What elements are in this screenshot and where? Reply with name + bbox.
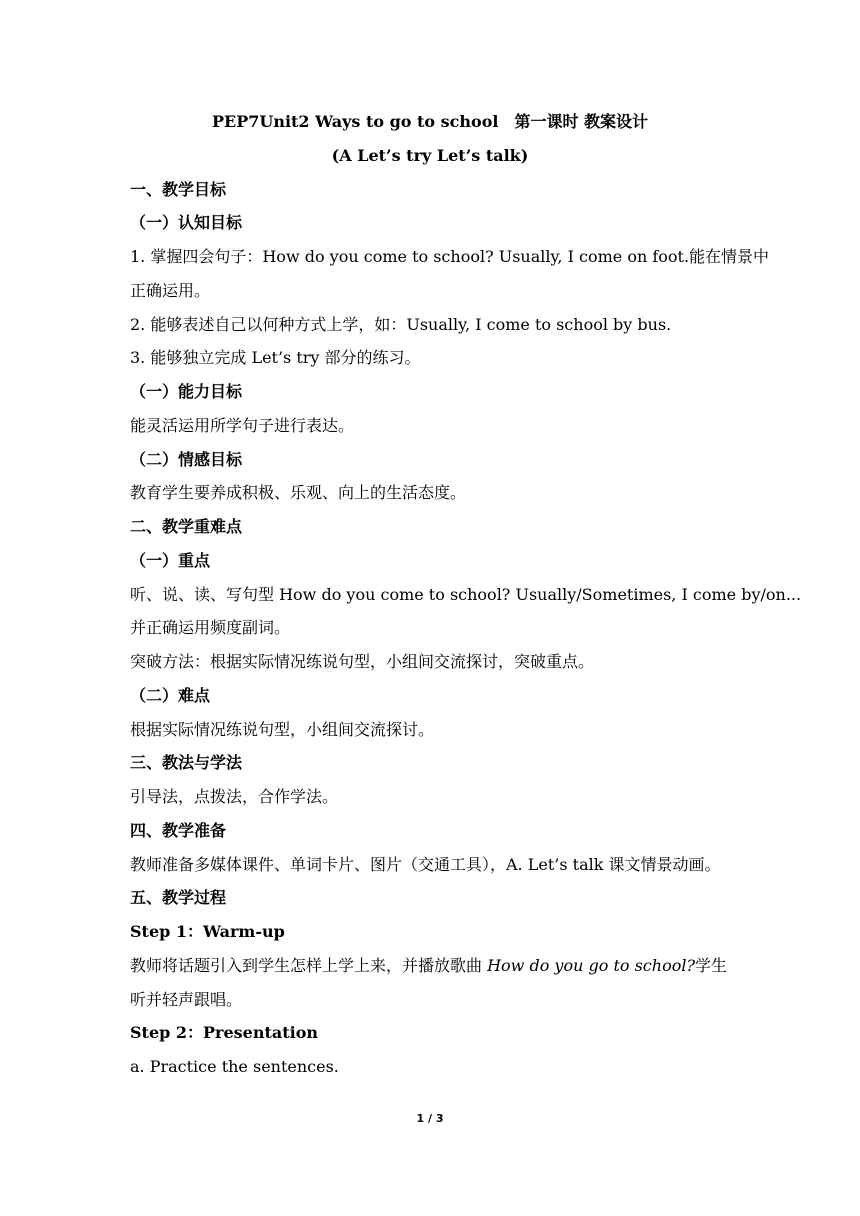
section-heading-methods: 三、教法与学法 [130,753,243,772]
step2-text: a. Practice the sentences. [130,1057,339,1076]
ability-text: 能灵活运用所学句子进行表达。 [130,416,355,435]
step1-heading: Step 1：Warm-up [130,922,285,941]
key-text: 听、说、读、写句型 How do you come to school? Usually/Sometimes, I come by/on... [130,585,802,604]
methods-text: 引导法，点拨法，合作学法。 [130,787,339,806]
song-title: How do you go to school? [487,956,696,975]
key-method-text: 突破方法：根据实际情况练说句型，小组间交流探讨，突破重点。 [130,652,595,671]
step1-text-post: 学生 [695,956,728,975]
objective-item-2: 2. 能够表述自己以何种方式上学，如：Usually, I come to school by bus. [130,315,672,334]
objective-item-1: 1. 掌握四会句子：How do you come to school? Usually, I come on foot.能在情景中 [130,247,770,266]
preparation-text: 教师准备多媒体课件、单词卡片、图片（交通工具），A. Let’s talk 课文情景动画。 [130,855,721,874]
section-heading-objectives: 一、教学目标 [130,180,227,199]
emotion-text: 教育学生要养成积极、乐观、向上的生活态度。 [130,483,467,502]
page-number: 1 / 3 [416,1112,444,1125]
section-heading-key-points: 二、教学重难点 [130,517,243,536]
document-subtitle: (A Let’s try Let’s talk) [331,146,529,165]
section-heading-preparation: 四、教学准备 [130,821,227,840]
difficulty-text: 根据实际情况练说句型，小组间交流探讨。 [130,720,435,739]
section-heading-process: 五、教学过程 [130,888,227,907]
subheading-ability: （一）能力目标 [130,382,243,401]
step1-text [130,955,740,977]
step2-heading: Step 2：Presentation [130,1023,319,1042]
key-text-cont: 并正确运用频度副词。 [130,618,291,637]
objective-item-1-cont: 正确运用。 [130,281,211,300]
subheading-cognitive: （一）认知目标 [130,213,243,232]
subheading-difficulty: （二）难点 [130,686,211,705]
step1-text-cont: 听并轻声跟唱。 [130,990,243,1009]
subheading-emotion: （二）情感目标 [130,450,243,469]
document-title: PEP7Unit2 Ways to go to school 第一课时 教案设计 [211,112,649,131]
subheading-key: （一）重点 [130,551,211,570]
objective-item-3: 3. 能够独立完成 Let’s try 部分的练习。 [130,348,421,367]
step1-text-pre: 教师将话题引入到学生怎样上学上来，并播放歌曲 [130,956,488,975]
